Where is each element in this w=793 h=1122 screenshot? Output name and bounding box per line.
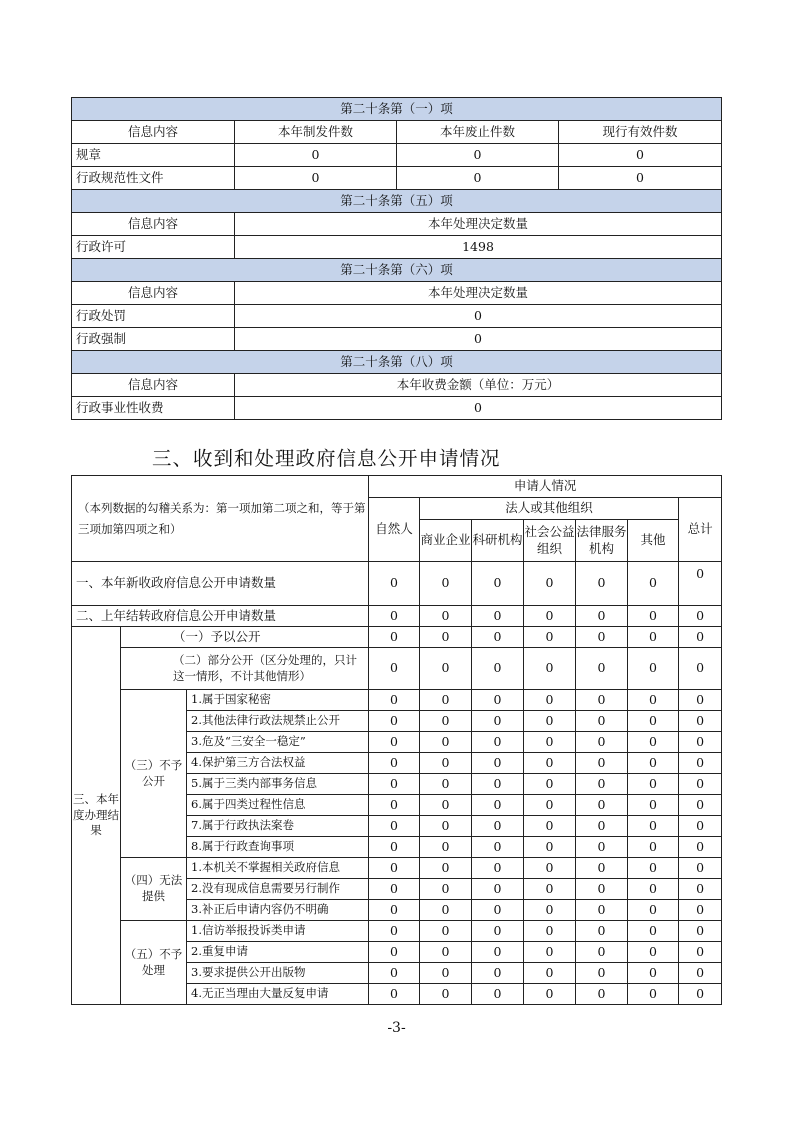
column-header: 现行有效件数 xyxy=(559,121,722,144)
cell-value: 0 xyxy=(679,879,722,900)
column-header: 社会公益组织 xyxy=(524,520,576,562)
cell-value: 0 xyxy=(420,837,472,858)
cell-value: 0 xyxy=(679,858,722,879)
cell-value: 0 xyxy=(420,753,472,774)
cell-value: 0 xyxy=(420,690,472,711)
cell-value: 0 xyxy=(628,627,679,648)
legal-documents-table xyxy=(71,97,722,420)
cell-value: 0 xyxy=(628,942,679,963)
cell-value: 0 xyxy=(420,963,472,984)
cell-value: 0 xyxy=(369,921,420,942)
cell-value: 0 xyxy=(397,144,559,167)
cell-value: 0 xyxy=(576,627,628,648)
cell-value: 0 xyxy=(679,942,722,963)
row-label: 行政处罚 xyxy=(72,305,235,328)
row-label: 4.保护第三方合法权益 xyxy=(187,753,369,774)
cell-value: 0 xyxy=(524,648,576,690)
column-header: 信息内容 xyxy=(72,374,235,397)
cell-value: 0 xyxy=(524,711,576,732)
cell-value: 0 xyxy=(679,837,722,858)
row-label: 1.本机关不掌握相关政府信息 xyxy=(187,858,369,879)
cell-value: 0 xyxy=(628,753,679,774)
cell-value: 0 xyxy=(628,562,679,606)
cell-value: 0 xyxy=(524,879,576,900)
applicant-header: 申请人情况 xyxy=(369,476,722,498)
cell-value: 0 xyxy=(679,562,722,606)
cell-value: 0 xyxy=(472,942,524,963)
cell-value: 0 xyxy=(628,900,679,921)
cell-value: 0 xyxy=(369,858,420,879)
cell-value: 0 xyxy=(679,732,722,753)
cell-value: 0 xyxy=(524,606,576,627)
cell-value: 0 xyxy=(420,648,472,690)
legal-entity-header: 法人或其他组织 xyxy=(420,498,679,520)
cell-value: 0 xyxy=(369,753,420,774)
cell-value: 0 xyxy=(576,858,628,879)
category-label: （四）无法提供 xyxy=(121,858,187,921)
cell-value: 0 xyxy=(420,921,472,942)
cell-value: 0 xyxy=(472,774,524,795)
cell-value: 0 xyxy=(576,690,628,711)
cell-value: 0 xyxy=(524,753,576,774)
cell-value: 0 xyxy=(628,963,679,984)
cell-value: 0 xyxy=(420,816,472,837)
cell-value: 0 xyxy=(369,984,420,1005)
cell-value: 0 xyxy=(628,816,679,837)
cell-value: 0 xyxy=(524,900,576,921)
cell-value: 0 xyxy=(235,328,722,351)
column-header: 本年处理决定数量 xyxy=(235,213,722,236)
row-label: （一）予以公开 xyxy=(121,627,369,648)
cell-value: 0 xyxy=(628,837,679,858)
cell-value: 0 xyxy=(628,732,679,753)
cell-value: 0 xyxy=(397,167,559,190)
cell-value: 0 xyxy=(576,984,628,1005)
cell-value: 0 xyxy=(420,879,472,900)
cell-value: 0 xyxy=(679,753,722,774)
cell-value: 0 xyxy=(559,167,722,190)
section-heading: 三、收到和处理政府信息公开申请情况 xyxy=(152,447,501,470)
cell-value: 0 xyxy=(576,711,628,732)
row-label: 行政许可 xyxy=(72,236,235,259)
cell-value: 0 xyxy=(524,795,576,816)
cell-value: 0 xyxy=(679,627,722,648)
cell-value: 0 xyxy=(369,606,420,627)
cell-value: 0 xyxy=(524,942,576,963)
cell-value: 0 xyxy=(679,963,722,984)
cell-value: 0 xyxy=(628,879,679,900)
cell-value: 0 xyxy=(679,648,722,690)
cell-value: 0 xyxy=(369,900,420,921)
cell-value: 0 xyxy=(420,627,472,648)
cell-value: 0 xyxy=(235,397,722,420)
cell-value: 0 xyxy=(472,900,524,921)
column-header: 科研机构 xyxy=(472,520,524,562)
cell-value: 0 xyxy=(235,167,397,190)
cell-value: 0 xyxy=(472,858,524,879)
total-header: 总计 xyxy=(679,498,722,562)
column-header: 信息内容 xyxy=(72,121,235,144)
cell-value: 0 xyxy=(524,837,576,858)
page-number: -3- xyxy=(387,1020,406,1036)
cell-value: 0 xyxy=(369,795,420,816)
cell-value: 0 xyxy=(576,648,628,690)
cell-value: 0 xyxy=(628,648,679,690)
row-label: 3.要求提供公开出版物 xyxy=(187,963,369,984)
row-label: 5.属于三类内部事务信息 xyxy=(187,774,369,795)
cell-value: 0 xyxy=(524,984,576,1005)
row-label: 1.信访举报投诉类申请 xyxy=(187,921,369,942)
cell-value: 0 xyxy=(369,816,420,837)
cell-value: 0 xyxy=(576,562,628,606)
cell-value: 0 xyxy=(679,816,722,837)
cell-value: 0 xyxy=(679,795,722,816)
cell-value: 0 xyxy=(369,879,420,900)
cell-value: 0 xyxy=(679,690,722,711)
column-header: 商业企业 xyxy=(420,520,472,562)
row-label: 7.属于行政执法案卷 xyxy=(187,816,369,837)
cell-value: 0 xyxy=(576,606,628,627)
cell-value: 0 xyxy=(524,816,576,837)
column-header: 信息内容 xyxy=(72,282,235,305)
cell-value: 0 xyxy=(369,837,420,858)
checksum-note: （本列数据的勾稽关系为：第一项加第二项之和，等于第三项加第四项之和） xyxy=(72,476,369,562)
column-header: 本年废止件数 xyxy=(397,121,559,144)
cell-value: 0 xyxy=(420,984,472,1005)
cell-value: 0 xyxy=(679,711,722,732)
cell-value: 0 xyxy=(369,562,420,606)
cell-value: 0 xyxy=(472,648,524,690)
cell-value: 0 xyxy=(420,711,472,732)
cell-value: 0 xyxy=(576,837,628,858)
cell-value: 0 xyxy=(628,606,679,627)
cell-value: 0 xyxy=(679,774,722,795)
cell-value: 0 xyxy=(576,963,628,984)
cell-value: 0 xyxy=(420,562,472,606)
cell-value: 0 xyxy=(420,732,472,753)
cell-value: 0 xyxy=(576,753,628,774)
column-header: 本年收费金额（单位：万元） xyxy=(235,374,722,397)
cell-value: 0 xyxy=(628,774,679,795)
cell-value: 0 xyxy=(576,942,628,963)
cell-value: 0 xyxy=(369,648,420,690)
cell-value: 0 xyxy=(576,774,628,795)
cell-value: 0 xyxy=(628,858,679,879)
cell-value: 0 xyxy=(524,627,576,648)
applications-table xyxy=(71,475,722,1005)
row-label: 一、本年新收政府信息公开申请数量 xyxy=(72,562,369,606)
row-label: 2.没有现成信息需要另行制作 xyxy=(187,879,369,900)
cell-value: 0 xyxy=(524,858,576,879)
cell-value: 0 xyxy=(524,690,576,711)
cell-value: 0 xyxy=(472,837,524,858)
row-label: 二、上年结转政府信息公开申请数量 xyxy=(72,606,369,627)
cell-value: 0 xyxy=(369,690,420,711)
column-header: 其他 xyxy=(628,520,679,562)
row-label: 3.危及“三安全一稳定” xyxy=(187,732,369,753)
cell-value: 0 xyxy=(524,562,576,606)
cell-value: 0 xyxy=(420,942,472,963)
cell-value: 0 xyxy=(576,795,628,816)
cell-value: 0 xyxy=(369,774,420,795)
cell-value: 0 xyxy=(559,144,722,167)
category-label: （五）不予处理 xyxy=(121,921,187,1005)
cell-value: 0 xyxy=(369,963,420,984)
cell-value: 0 xyxy=(576,732,628,753)
cell-value: 0 xyxy=(235,305,722,328)
cell-value: 0 xyxy=(576,900,628,921)
cell-value: 0 xyxy=(472,690,524,711)
result-group-label: 三、本年度办理结果 xyxy=(72,627,121,1005)
cell-value: 0 xyxy=(472,963,524,984)
cell-value: 0 xyxy=(420,774,472,795)
cell-value: 0 xyxy=(472,921,524,942)
column-header: 本年处理决定数量 xyxy=(235,282,722,305)
row-label: 规章 xyxy=(72,144,235,167)
cell-value: 0 xyxy=(524,732,576,753)
category-label: （三）不予公开 xyxy=(121,690,187,858)
row-label: 1.属于国家秘密 xyxy=(187,690,369,711)
cell-value: 0 xyxy=(369,711,420,732)
cell-value: 0 xyxy=(472,711,524,732)
row-label: 2.重复申请 xyxy=(187,942,369,963)
cell-value: 0 xyxy=(679,921,722,942)
row-label: （二）部分公开（区分处理的，只计这一情形，不计其他情形） xyxy=(121,648,369,690)
row-label: 6.属于四类过程性信息 xyxy=(187,795,369,816)
cell-value: 0 xyxy=(628,711,679,732)
cell-value: 0 xyxy=(369,942,420,963)
cell-value: 0 xyxy=(420,795,472,816)
section-heading-art6: 第二十条第（六）项 xyxy=(72,259,722,282)
section-heading-art8: 第二十条第（八）项 xyxy=(72,351,722,374)
cell-value: 0 xyxy=(524,774,576,795)
natural-person-header: 自然人 xyxy=(369,498,420,562)
cell-value: 0 xyxy=(628,795,679,816)
column-header: 本年制发件数 xyxy=(235,121,397,144)
row-label: 4.无正当理由大量反复申请 xyxy=(187,984,369,1005)
cell-value: 0 xyxy=(628,984,679,1005)
cell-value: 0 xyxy=(472,816,524,837)
row-label: 行政强制 xyxy=(72,328,235,351)
section-heading-art1: 第二十条第（一）项 xyxy=(72,98,722,121)
cell-value: 0 xyxy=(369,732,420,753)
row-label: 行政事业性收费 xyxy=(72,397,235,420)
section-heading-art5: 第二十条第（五）项 xyxy=(72,190,722,213)
cell-value: 0 xyxy=(420,858,472,879)
cell-value: 0 xyxy=(472,732,524,753)
row-label: 2.其他法律行政法规禁止公开 xyxy=(187,711,369,732)
row-label: 行政规范性文件 xyxy=(72,167,235,190)
cell-value: 0 xyxy=(524,921,576,942)
cell-value: 0 xyxy=(472,753,524,774)
cell-value: 0 xyxy=(679,606,722,627)
cell-value: 0 xyxy=(235,144,397,167)
cell-value: 0 xyxy=(576,816,628,837)
cell-value: 0 xyxy=(472,879,524,900)
row-label: 8.属于行政查询事项 xyxy=(187,837,369,858)
cell-value: 1498 xyxy=(235,236,722,259)
cell-value: 0 xyxy=(679,900,722,921)
cell-value: 0 xyxy=(628,921,679,942)
cell-value: 0 xyxy=(472,795,524,816)
cell-value: 0 xyxy=(472,606,524,627)
cell-value: 0 xyxy=(576,921,628,942)
cell-value: 0 xyxy=(472,562,524,606)
cell-value: 0 xyxy=(679,984,722,1005)
cell-value: 0 xyxy=(420,900,472,921)
column-header: 信息内容 xyxy=(72,213,235,236)
column-header: 法律服务机构 xyxy=(576,520,628,562)
cell-value: 0 xyxy=(472,984,524,1005)
cell-value: 0 xyxy=(420,606,472,627)
cell-value: 0 xyxy=(628,690,679,711)
cell-value: 0 xyxy=(576,879,628,900)
cell-value: 0 xyxy=(472,627,524,648)
cell-value: 0 xyxy=(524,963,576,984)
row-label: 3.补正后申请内容仍不明确 xyxy=(187,900,369,921)
cell-value: 0 xyxy=(369,627,420,648)
